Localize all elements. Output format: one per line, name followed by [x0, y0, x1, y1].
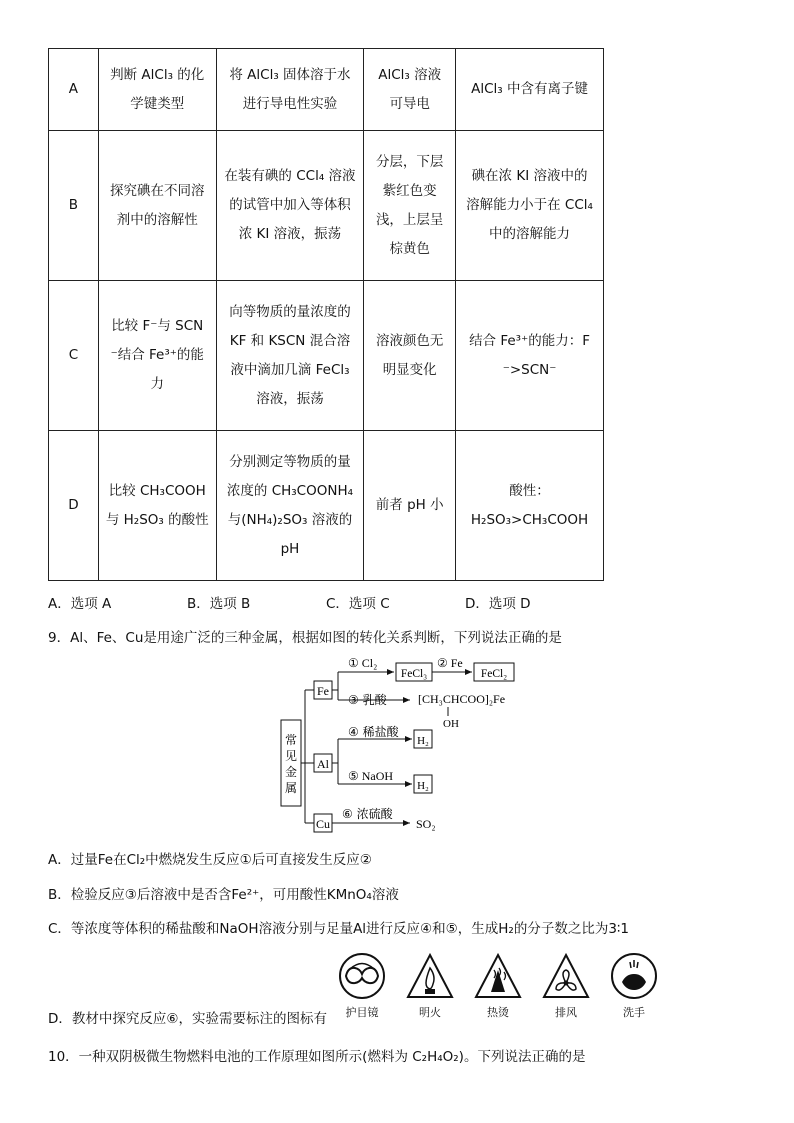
cell-line: KF 和 KSCN 混合溶	[229, 332, 351, 349]
cell-line: 与(NH₄)₂SO₃ 溶液的	[227, 511, 353, 528]
cell-phenomenon	[364, 49, 456, 131]
safety-icons	[330, 952, 670, 1022]
cell-line: H₂SO₃>CH₃COOH	[470, 511, 589, 528]
reaction-5-label: ⑤ NaOH	[348, 769, 394, 783]
answer-option-a[interactable]: A．选项 A	[48, 596, 112, 612]
hot-surface-icon	[474, 952, 522, 1000]
cell-line: 浓 KI 溶液，振荡	[238, 226, 342, 242]
cell-purpose	[98, 281, 216, 431]
q10-stem: 10．一种双阴极微生物燃料电池的工作原理如图所示(燃料为 C₂H₄O₂)。下列说法正确的是	[48, 1049, 586, 1065]
cell-line: 紫红色变	[382, 182, 437, 199]
cell-line: 中的溶解能力	[489, 226, 571, 242]
cell-line: 溶解能力小于在 CCl₄	[466, 197, 593, 213]
cell-line: 可导电	[389, 95, 430, 112]
fecl3-label: FeCl₃	[400, 668, 428, 680]
cell-line: 溶液颜色无	[375, 332, 444, 349]
fan-label: 排风	[555, 1006, 577, 1019]
cell-operation	[216, 131, 364, 281]
cell-line: AlCl₃ 中含有离子键	[471, 81, 588, 97]
reaction-2-label: ② Fe	[437, 656, 463, 670]
cell-line: pH	[280, 540, 300, 557]
cell-line: 与 H₂SO₃ 的酸性	[105, 511, 209, 528]
table-row	[49, 431, 604, 581]
q9-option-d[interactable]: D．教材中探究反应⑥，实验需要标注的图标有	[48, 1011, 327, 1027]
table-row	[49, 281, 604, 431]
oh-label: OH	[443, 718, 459, 730]
q9-option-c[interactable]: C．等浓度等体积的稀盐酸和NaOH溶液分别与足量Al进行反应④和⑤，生成H₂的分子数之比为3∶1	[48, 921, 630, 937]
answer-option-d[interactable]: D．选项 D	[465, 596, 531, 612]
cell-option: C	[49, 281, 99, 431]
metal-conversion-diagram	[0, 648, 794, 848]
cell-line: 分层，下层	[375, 153, 444, 170]
cell-line: 比较 F⁻与 SCN	[111, 318, 204, 334]
cell-line: 碘在浓 KI 溶液中的	[471, 168, 588, 184]
cu-label: Cu	[315, 817, 331, 831]
cell-operation	[216, 49, 364, 131]
cell-phenomenon	[364, 281, 456, 431]
hand-wash-icon	[610, 952, 658, 1000]
cell-line: 分别测定等物质的量	[229, 453, 351, 470]
cell-purpose	[98, 49, 216, 131]
cell-purpose	[98, 431, 216, 581]
fe-label: Fe	[317, 684, 329, 698]
q8-answer-options	[48, 592, 608, 612]
fecl2-label: FeCl₂	[480, 668, 508, 680]
cell-conclusion	[456, 131, 604, 281]
cell-line: 前者 pH 小	[375, 497, 444, 513]
root-label-2: 见	[284, 749, 298, 763]
q9-option-a[interactable]: A．过量Fe在Cl₂中燃烧发生反应①后可直接发生反应②	[48, 852, 372, 868]
answer-option-c[interactable]: C．选项 C	[326, 596, 390, 612]
reaction-3-label: ③ 乳酸	[348, 693, 387, 707]
goggles-icon	[338, 952, 386, 1000]
answer-option-b[interactable]: B．选项 B	[187, 596, 251, 612]
hand-wash-label: 洗手	[623, 1006, 645, 1019]
cell-line: 判断 AlCl₃ 的化	[110, 66, 205, 83]
h2-product-5: H₂	[417, 780, 429, 792]
cell-line: 进行导电性实验	[242, 95, 338, 112]
hot-surface-label: 热烫	[487, 1006, 509, 1019]
fan-icon	[542, 952, 590, 1000]
cell-line: 明显变化	[382, 361, 437, 378]
cell-line: 液中滴加几滴 FeCl₃	[230, 361, 350, 378]
cell-operation	[216, 281, 364, 431]
so2-product: SO₂	[416, 817, 436, 831]
cell-option: D	[49, 431, 99, 581]
cell-line: 浓度的 CH₃COONH₄	[226, 482, 354, 499]
cell-line: 力	[150, 376, 164, 392]
cell-line: 探究碘在不同溶	[109, 182, 205, 199]
cell-line: 棕黄色	[389, 240, 430, 257]
flame-label: 明火	[419, 1006, 441, 1019]
cell-line: 结合 Fe³⁺的能力：F	[469, 332, 590, 349]
cell-line: 浅，上层呈	[375, 211, 444, 228]
cell-conclusion	[456, 281, 604, 431]
root-label-3: 金	[284, 765, 298, 779]
root-label-1: 常	[284, 733, 298, 747]
reaction-1-label: ① Cl₂	[348, 656, 378, 670]
goggles-label: 护目镜	[345, 1006, 379, 1019]
cell-line: 将 AlCl₃ 固体溶于水	[229, 66, 351, 83]
cell-line: 在装有碘的 CCl₄ 溶液	[224, 168, 356, 184]
al-label: Al	[317, 757, 329, 771]
cell-line: ⁻结合 Fe³⁺的能	[110, 347, 204, 363]
cell-line: AlCl₃ 溶液	[378, 66, 442, 83]
table-row	[49, 49, 604, 131]
cell-line: 学键类型	[130, 95, 185, 112]
reaction-6-label: ⑥ 浓硫酸	[342, 807, 393, 821]
iron-lactate-label: [CH₃CHCOO]₂Fe	[418, 692, 506, 706]
cell-line: 剂中的溶解性	[116, 211, 198, 228]
cell-option: B	[49, 131, 99, 281]
cell-conclusion	[456, 431, 604, 581]
experiment-table	[48, 48, 604, 581]
cell-line: 酸性：	[509, 482, 550, 499]
root-label-4: 属	[284, 781, 298, 795]
cell-conclusion	[456, 49, 604, 131]
flame-icon	[406, 952, 454, 1000]
cell-line: 溶液，振荡	[256, 390, 324, 407]
cell-option: A	[49, 49, 99, 131]
cell-operation	[216, 431, 364, 581]
cell-line: 向等物质的量浓度的	[229, 303, 351, 320]
cell-line: ⁻>SCN⁻	[502, 361, 557, 378]
cell-phenomenon	[364, 431, 456, 581]
cell-line: 比较 CH₃COOH	[108, 482, 206, 499]
cell-line: 的试管中加入等体积	[229, 197, 351, 213]
cell-phenomenon	[364, 131, 456, 281]
q9-stem: 9．Al、Fe、Cu是用途广泛的三种金属，根据如图的转化关系判断，下列说法正确的是	[48, 630, 562, 646]
cell-purpose	[98, 131, 216, 281]
h2-product-4: H₂	[417, 735, 429, 747]
reaction-4-label: ④ 稀盐酸	[348, 725, 399, 739]
table-row	[49, 131, 604, 281]
q9-option-b[interactable]: B．检验反应③后溶液中是否含Fe²⁺，可用酸性KMnO₄溶液	[48, 887, 399, 903]
